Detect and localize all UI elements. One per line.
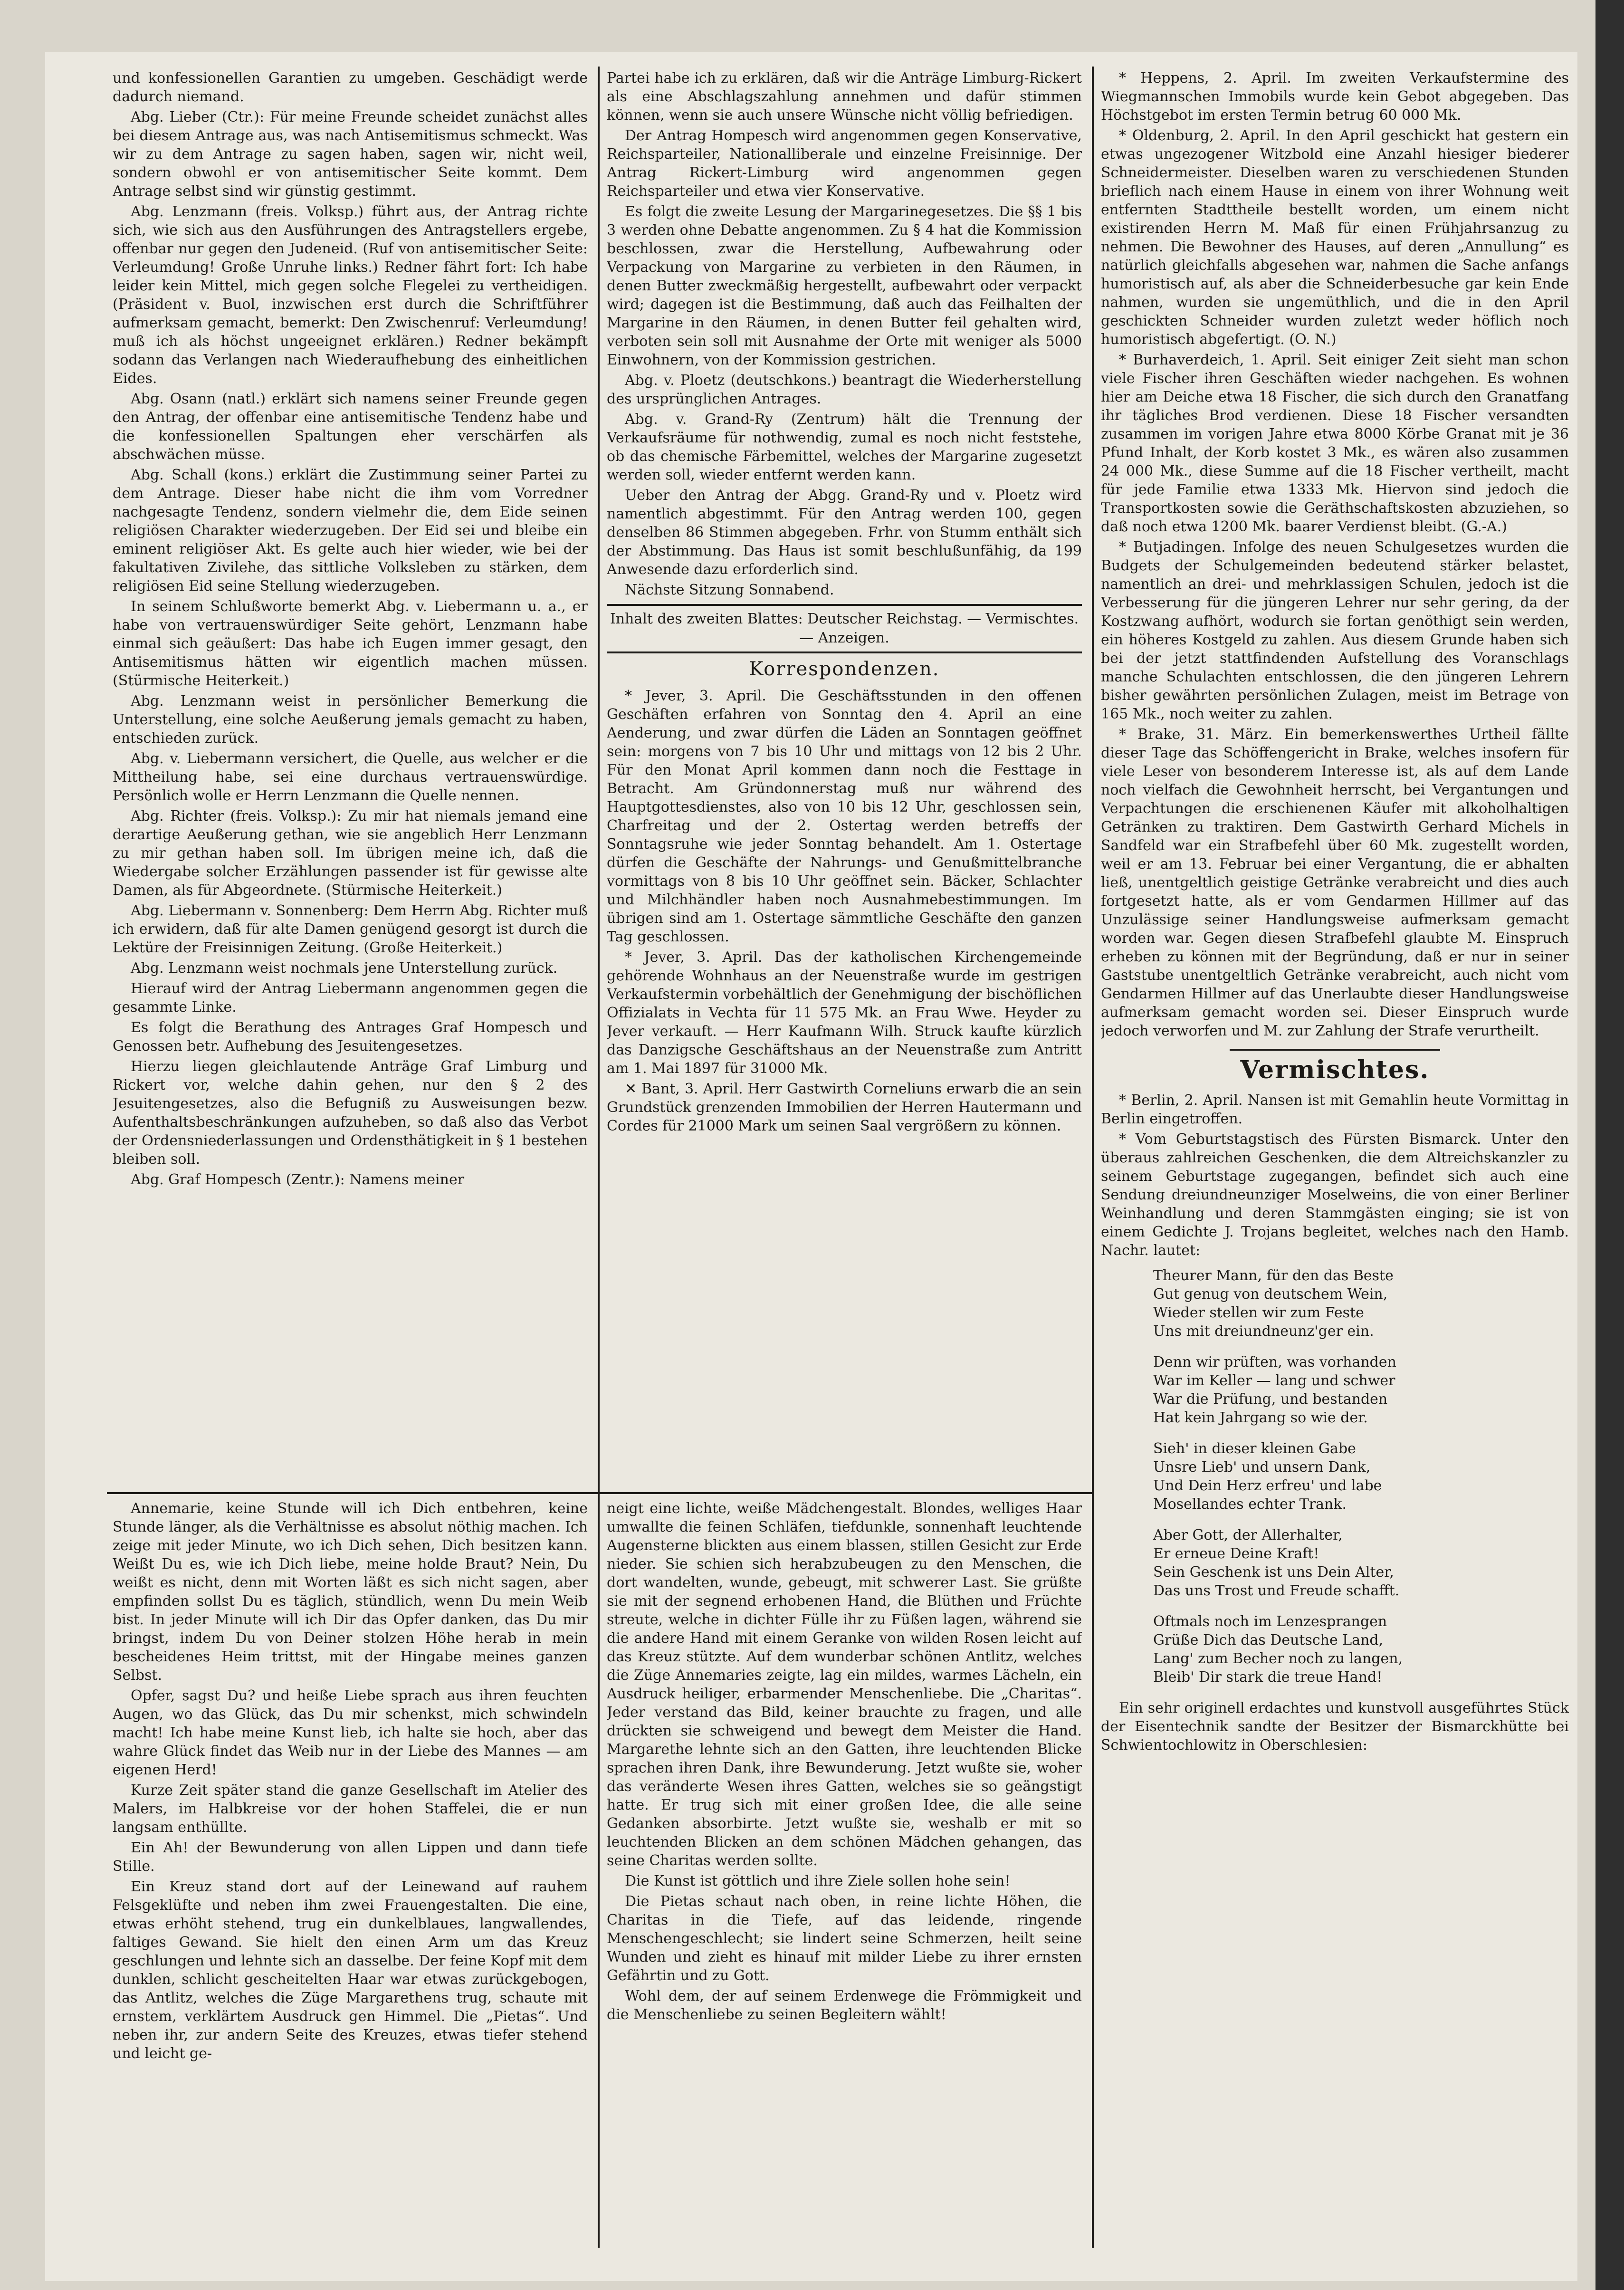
poem-line: Er erneue Deine Kraft! bbox=[1153, 1545, 1319, 1562]
report-paragraph: Abg. Richter (freis. Volksp.): Zu mir hat niemals jemand eine derartige Aeußerung gethan, wie sie angeblich Herr Lenzmann zu mir gethan haben soll. Im übrigen meine ich, daß die Wiedergabe solcher Erzählungen passender ist für gewisse alte Damen, als für Abgeordnete. (Stürmische Heiterkeit.) bbox=[113, 808, 588, 899]
rule-contents-top bbox=[607, 604, 1082, 606]
report-paragraph: Abg. v. Ploetz (deutschkons.) beantragt die Wiederherstellung des ursprünglichen Antrages. bbox=[607, 372, 1082, 407]
poem-line: Grüße Dich das Deutsche Land, bbox=[1153, 1632, 1384, 1648]
heading-vermischtes: Vermischtes. bbox=[1240, 1055, 1430, 1084]
correspondence-paragraph: * Oldenburg, 2. April. In den April geschickt hat gestern ein etwas ungezogener Witzbold eine Anzahl hiesiger biederer Schneidermeister. Dieselben waren zu verschiedenen Stunden brieflich nach einem Hause in einem von ihrer Wohnung weit entfernten Stadttheile bestellt worden, um einem nicht existirenden Herrn M. Maß für einen Frühjahrsanzug zu nehmen. Die Bewohner des Hauses, auf deren „Annullung“ es natürlich gleichfalls abgesehen war, nahmen die Sache anfangs humoristisch auf, als aber die Schneiderbesuche gar kein Ende nahmen, wurden sie ungemüthlich, und die in den April geschickten Schneider wurden zuletzt weder höflich noch humoristisch abgefertigt. (O. N.) bbox=[1101, 127, 1569, 348]
scan-edge bbox=[1595, 0, 1624, 2290]
feuilleton-paragraph: neigt eine lichte, weiße Mädchengestalt. Blondes, welliges Haar umwallte die feinen Schläfen, tiefdunkle, sonnenhaft leuchtende Augensterne blickten aus einem blassen, stillen Gesicht zur Erde nieder. Sie schien sich herabzubeugen zu den Menschen, die dort wandelten, wunde, gebeugt, mit schwerer Last. Sie grüßte sie mit der segnend erhobenen Hand, die Blüthen und Früchte streute, welche in dichter Fülle ihr zu Füßen lagen, während sie die andere Hand mit einem Geranke von wilden Rosen leicht auf das Kreuz stützte. Auf dem wunderbar schönen Antlitz, welches die Züge Annemaries zeigte, lag ein mildes, warmes Lächeln, ein Ausdruck heiliger, erbarmender Menschenliebe. Die „Charitas“. Jeder verstand das Bild, keiner brauchte zu fragen, und alle drückten sie schweigend und bewegt dem Meister die Hand. Margarethe lehnte sich an den Gatten, ihre leuchtenden Blicke sprachen ihren Dank, ihre Bewunderung. Jetzt wußte sie, woher das veränderte Wesen ihres Gatten, welches sie so geängstigt hatte. Er trug sich mit einer großen Idee, die alle seine Gedanken absorbirte. Jetzt wußte sie, weshalb er mit so leuchtenden Blicken an dem schönen Mädchen gehangen, das seine Charitas werden sollte. bbox=[607, 1500, 1082, 1869]
poem-line: Oftmals noch im Lenzesprangen bbox=[1153, 1613, 1387, 1630]
feuilleton-column-1 bbox=[113, 1499, 588, 2274]
poem-line: Sein Geschenk ist uns Dein Alter, bbox=[1153, 1564, 1394, 1581]
feuilleton-paragraph: Kurze Zeit später stand die ganze Gesellschaft im Atelier des Malers, im Halbkreise vor der hohen Staffelei, die er nun langsam enthüllte. bbox=[113, 1782, 588, 1836]
report-paragraph: Hierzu liegen gleichlautende Anträge Graf Limburg und Rickert vor, welche dahin gehen, nur den § 2 des Jesuitengesetzes, also die Befugniß zu Ausweisungen bezw. Aufenthaltsbeschränkungen aufzuheben, so daß also das Verbot der Ordensniederlassungen und Ordensthätigkeit in § 1 bestehen bleiben soll. bbox=[113, 1058, 588, 1168]
poem-line: Das uns Trost und Freude schafft. bbox=[1153, 1582, 1400, 1599]
report-paragraph: Abg. Lenzmann weist in persönlicher Bemerkung die Unterstellung, eine solche Aeußerung jemals gemacht zu haben, entschieden zurück. bbox=[113, 693, 588, 747]
poem-line: War im Keller — lang und schwer bbox=[1153, 1372, 1395, 1389]
feuilleton-paragraph: Ein Kreuz stand dort auf der Leinewand auf rauhem Felsgeklüfte und neben ihm zwei Frauengestalten. Die eine, etwas erhöht stehend, trug ein dunkelblaues, langwallendes, faltiges Gewand. Sie hielt den einen Arm um das Kreuz geschlungen und lehnte sich an dasselbe. Der feine Kopf mit dem dunklen, schlicht gescheitelten Haar war etwas zurückgebogen, das Antlitz, welches die Züge Margarethens trug, schaute mit ernstem, verklärtem Ausdruck gen Himmel. Die „Pietas“. Und neben ihr, zur andern Seite des Kreuzes, etwas tiefer stehend und leicht ge- bbox=[113, 1878, 588, 2062]
feuilleton-paragraph: Ein Ah! der Bewunderung von allen Lippen und dann tiefe Stille. bbox=[113, 1840, 588, 1875]
feuilleton-paragraph: Die Pietas schaut nach oben, in reine lichte Höhen, die Charitas in die Tiefe, auf das leidende, ringende Menschengeschlecht; sie lindert seine Schmerzen, heilt seine Wunden und zieht es hinauf mit milder Liebe zu ihrer ernsten Gefährtin und zu Gott. bbox=[607, 1893, 1082, 1984]
report-paragraph: Hierauf wird der Antrag Liebermann angenommen gegen die gesammte Linke. bbox=[113, 980, 588, 1016]
report-paragraph: Nächste Sitzung Sonnabend. bbox=[625, 582, 834, 598]
poem-stanza bbox=[1153, 1439, 1569, 1514]
poem-line: Theurer Mann, für den das Beste bbox=[1153, 1267, 1394, 1284]
article-bismarckhuette: Ein sehr originell erdachtes und kunstvoll ausgeführtes Stück der Eisentechnik sandte der Besitzer der Bismarckhütte bei Schwientochlowitz in Oberschlesien: bbox=[1101, 1700, 1569, 1753]
heading-korrespondenzen: Korrespondenzen. bbox=[749, 658, 940, 680]
miscellany-paragraph: * Vom Geburtstagstisch des Fürsten Bismarck. Unter den überaus zahlreichen Geschenken, die dem Altreichskanzler zu seinem Geburtstage zugegangen, befindet sich auch eine Sendung dreiundneunziger Moselweins, die von einer Berliner Weinhandlung und deren Stammgästen einging; sie ist von einem Gedichte J. Trojans begleitet, welches nach den Hamb. Nachr. lautet: bbox=[1101, 1131, 1569, 1259]
report-paragraph: Partei habe ich zu erklären, daß wir die Anträge Limburg-Rickert als eine Abschlagszahlung annehmen und dafür stimmen können, wenn sie auch unsere Wünsche nicht völlig befriedigen. bbox=[607, 70, 1082, 124]
rule-contents-bottom bbox=[607, 652, 1082, 653]
report-paragraph: Abg. Graf Hompesch (Zentr.): Namens meiner bbox=[131, 1171, 465, 1188]
column-rule-2 bbox=[1092, 67, 1094, 2248]
poem-line: Lang' zum Becher noch zu langen, bbox=[1153, 1650, 1403, 1667]
report-paragraph: Abg. Schall (kons.) erklärt die Zustimmung seiner Partei zu dem Antrage. Dieser habe nicht die ihm vom Vorredner nachgesagte Tendenz, sondern vielmehr die, dem Eide seinen religiösen Charakter wiederzugeben. Der Eid sei und bleibe ein eminent religiöser Akt. Es gelte auch hier wieder, wie bei der fakultativen Zivilehe, das sittliche Volksleben zu stärken, dem religiösen Eid seine Stellung wiederzugeben. bbox=[113, 467, 588, 594]
poem-stanza bbox=[1153, 1266, 1569, 1341]
feuilleton-paragraph: Wohl dem, der auf seinem Erdenwege die Frömmigkeit und die Menschenliebe zu seinen Begleitern wählt! bbox=[607, 1988, 1082, 2023]
poem-line: Hat kein Jahrgang so wie der. bbox=[1153, 1409, 1368, 1426]
report-paragraph: In seinem Schlußworte bemerkt Abg. v. Liebermann u. a., er habe von vertrauenswürdiger Seite gehört, Lenzmann habe einmal sich geäußert: Das habe ich Eugen immer gesagt, den Antisemitismus hätten wir eigentlich machen müssen. (Stürmische Heiterkeit.) bbox=[113, 598, 588, 689]
feuilleton-paragraph: Die Kunst ist göttlich und ihre Ziele sollen hohe sein! bbox=[625, 1873, 1011, 1889]
poem-line: Mosellandes echter Trank. bbox=[1153, 1496, 1347, 1513]
poem-line: Sieh' in dieser kleinen Gabe bbox=[1153, 1440, 1356, 1457]
report-paragraph: Abg. Lenzmann (freis. Volksp.) führt aus, der Antrag richte sich, wie sich aus den Ausführungen des Antragstellers ergebe, offenbar nur gegen den Judeneid. (Ruf von antisemitischer Seite: Verleumdung! Große Unruhe links.) Redner fährt fort: Ich habe leider kein Mittel, mich gegen solche Flegelei zu vertheidigen. (Präsident v. Buol, inzwischen erst durch die Schriftführer aufmerksam gemacht, bemerkt: Den Zwischenruf: Verleumdung! muß ich als höchst ungeeignet erklären.) Redner bekämpft sodann das Verlangen nach Wiederaufhebung des einheitlichen Eides. bbox=[113, 203, 588, 387]
report-paragraph: und konfessionellen Garantien zu umgeben. Geschädigt werde dadurch niemand. bbox=[113, 70, 588, 105]
report-paragraph: Abg. Liebermann v. Sonnenberg: Dem Herrn Abg. Richter muß ich erwidern, daß für alte Damen genügend gesorgt ist durch die Lektüre der Freisinnigen Zeitung. (Große Heiterkeit.) bbox=[113, 902, 588, 956]
correspondence-paragraph: * Jever, 3. April. Die Geschäftsstunden in den offenen Geschäften erfahren von Sonntag den 4. April an eine Aenderung, und zwar dürfen die Läden an Sonntagen geöffnet sein: morgens von 7 bis 10 Uhr und mittags von 12 bis 2 Uhr. Für den Monat April kommen dann noch die Festtage in Betracht. Am Gründonnerstag muß nur während des Hauptgottesdienstes, also von 10 bis 12 Uhr, geschlossen sein, Charfreitag und der 2. Ostertag werden betreffs der Sonntagsruhe wie jeder Sonntag behandelt. Am 1. Ostertage dürfen die Geschäfte der Nahrungs- und Genußmittelbranche vormittags von 8 bis 10 Uhr geöffnet sein. Bäcker, Schlachter und Milchhändler haben noch Ausnahmebestimmungen. Im übrigen sind am 1. Ostertage sämmtliche Geschäfte den ganzen Tag geschlossen. bbox=[607, 688, 1082, 945]
report-paragraph: Es folgt die Berathung des Antrages Graf Hompesch und Genossen betr. Aufhebung des Jesuitengesetzes. bbox=[113, 1019, 588, 1054]
report-paragraph: Abg. Lenzmann weist nochmals jene Unterstellung zurück. bbox=[131, 960, 558, 977]
report-paragraph: Abg. Osann (natl.) erklärt sich namens seiner Freunde gegen den Antrag, der offenbar eine antisemitische Tendenz habe und die konfessionellen Spaltungen eher verschärfen als abschwächen müsse. bbox=[113, 391, 588, 463]
feuilleton-paragraph: Annemarie, keine Stunde will ich Dich entbehren, keine Stunde länger, als die Verhältnisse es absolut nöthig machen. Ich zeige mit jeder Minute, wo ich Dich sehen, Dich besitzen kann. Weißt Du es, wie ich Dich liebe, meine holde Braut? Nein, Du weißt es nicht, denn mit Worten läßt es sich nicht sagen, aber empfinden sollst Du es täglich, stündlich, wenn Du mein Weib bist. In jeder Minute will ich Dir das Opfer danken, das Du mir bringst, indem Du von Deiner stolzen Höhe herab in mein bescheidenes Heim trittst, mit der Hingabe meines ganzen Selbst. bbox=[113, 1500, 588, 1684]
poem-stanza bbox=[1153, 1526, 1569, 1600]
feuilleton-paragraph: Opfer, sagst Du? und heiße Liebe sprach aus ihren feuchten Augen, wo das Glück, das Du mir schenkst, mich schwindeln macht! Ich habe meine Kunst lieb, ich halte sie hoch, aber das wahre Glück findet das Weib nur in der Liebe des Mannes — am eigenen Herd! bbox=[113, 1687, 588, 1778]
poem-line: Denn wir prüften, was vorhanden bbox=[1153, 1354, 1396, 1370]
correspondence-paragraph: * Burhaverdeich, 1. April. Seit einiger Zeit sieht man schon viele Fischer ihren Geschäften wieder nachgehen. Es wohnen hier am Deiche etwa 18 Fischer, die sich durch den Granatfang ihr tägliches Brod verdienen. Diese 18 Fischer versandten zusammen im vorigen Jahre etwa 8000 Körbe Granat mit je 36 Pfund Inhalt, der Korb kostet 3 Mk., es wären also zusammen 24 000 Mk., diese Summe auf die 18 Fischer vertheilt, macht für jede Familie etwa 1333 Mk. Hiervon sind jedoch die Transportkosten sowie die Geräthschaftskosten abzuziehen, so daß noch etwa 1200 Mk. baarer Verdienst bleibt. (G.-A.) bbox=[1101, 352, 1569, 535]
column-3 bbox=[1101, 69, 1569, 2279]
feuilleton-rule bbox=[107, 1492, 1093, 1494]
poem-line: Wieder stellen wir zum Feste bbox=[1153, 1304, 1364, 1321]
report-paragraph: Der Antrag Hompesch wird angenommen gegen Konservative, Reichsparteiler, Nationalliberale und einzelne Freisinnige. Der Antrag Rickert-Limburg wird angenommen gegen Reichsparteiler und etwa vier Konservative. bbox=[607, 127, 1082, 200]
report-paragraph: Abg. v. Grand-Ry (Zentrum) hält die Trennung der Verkaufsräume für nothwendig, zumal es noch nicht feststehe, ob das chemische Färbemittel, welches der Margarine zugesetzt werden soll, wieder entfernt werden kann. bbox=[607, 411, 1082, 483]
poem-stanza bbox=[1153, 1353, 1569, 1427]
report-paragraph: Ueber den Antrag der Abgg. Grand-Ry und v. Ploetz wird namentlich abgestimmt. Für den Antrag werden 100, gegen denselben 86 Stimmen abgegeben. Frhr. von Stumm enthält sich der Abstimmung. Das Haus ist somit beschlußunfähig, da 199 Anwesende dazu erforderlich sind. bbox=[607, 487, 1082, 578]
poem-line: Uns mit dreiundneunz'ger ein. bbox=[1153, 1323, 1374, 1340]
report-paragraph: Abg. v. Liebermann versichert, die Quelle, aus welcher er die Mittheilung habe, sei eine durchaus vertrauenswürdige. Persönlich wolle er Herrn Lenzmann die Quelle nennen. bbox=[113, 750, 588, 804]
poem-line: Und Dein Herz erfreu' und labe bbox=[1153, 1477, 1382, 1494]
poem-stanza bbox=[1153, 1612, 1569, 1686]
column-2 bbox=[607, 69, 1082, 1485]
contents-second-sheet: Inhalt des zweiten Blattes: Deutscher Reichstag. — Vermischtes. — Anzeigen. bbox=[610, 611, 1079, 646]
column-1-reichstag-report bbox=[113, 69, 588, 1485]
poem-line: Aber Gott, der Allerhalter, bbox=[1153, 1527, 1343, 1543]
correspondence-paragraph: * Jever, 3. April. Das der katholischen Kirchengemeinde gehörende Wohnhaus an der Neuenstraße wurde im gestrigen Verkaufstermin vorbehältlich der Genehmigung der bischöflichen Offizialats in Vechta für 11 575 Mk. an Frau Wwe. Heyder zu Jever verkauft. — Herr Kaufmann Wilh. Struck kaufte kürzlich das Danzigsche Geschäftshaus an der Neuenstraße zum Antritt am 1. Mai 1897 für 31000 Mk. bbox=[607, 949, 1082, 1077]
column-rule-1 bbox=[598, 67, 600, 2248]
correspondence-paragraph: ✕ Bant, 3. April. Herr Gastwirth Corneliuns erwarb die an sein Grundstück grenzenden Immobilien der Herren Hautermann und Cordes für 21000 Mark um seinen Saal vergrößern zu können. bbox=[607, 1081, 1082, 1134]
miscellany-paragraph: * Berlin, 2. April. Nansen ist mit Gemahlin heute Vormittag in Berlin eingetroffen. bbox=[1101, 1092, 1569, 1127]
rule-vermischtes bbox=[1230, 1049, 1440, 1051]
feuilleton-column-2 bbox=[607, 1499, 1082, 2274]
report-paragraph: Abg. Lieber (Ctr.): Für meine Freunde scheidet zunächst alles bei diesem Antrage aus, was nach Antisemitismus schmeckt. Was wir zu dem Antrage zu sagen haben, sagen wir, nicht weil, sondern obwohl er von antisemitischer Seite kommt. Dem Antrage selbst sind wir günstig gestimmt. bbox=[113, 109, 588, 200]
poem-line: Gut genug von deutschem Wein, bbox=[1153, 1286, 1388, 1303]
newspaper-page bbox=[45, 52, 1577, 2281]
bismarck-poem bbox=[1101, 1266, 1569, 1686]
poem-line: War die Prüfung, und bestanden bbox=[1153, 1391, 1388, 1408]
report-paragraph: Es folgt die zweite Lesung der Margarinegesetzes. Die §§ 1 bis 3 werden ohne Debatte angenommen. Zu § 4 hat die Kommission beschlossen, zwar die Herstellung, Aufbewahrung oder Verpackung von Margarine zu verbieten in den Räumen, in denen Butter zweckmäßig hergestellt, aufbewahrt oder verpackt wird; dagegen ist die Bestimmung, daß auch das Feilhalten der Margarine in den Räumen, in denen Butter feil gehalten wird, verboten sein soll mit Ausnahme der Orte mit weniger als 5000 Einwohnern, von der Kommission gestrichen. bbox=[607, 203, 1082, 368]
poem-line: Unsre Lieb' und unsern Dank, bbox=[1153, 1459, 1371, 1476]
correspondence-paragraph: * Heppens, 2. April. Im zweiten Verkaufstermine des Wiegmannschen Immobils wurde kein Gebot abgegeben. Das Höchstgebot im ersten Termin betrug 60 000 Mk. bbox=[1101, 70, 1569, 124]
poem-line: Bleib' Dir stark die treue Hand! bbox=[1153, 1669, 1383, 1686]
correspondence-paragraph: * Brake, 31. März. Ein bemerkenswerthes Urtheil fällte dieser Tage das Schöffengericht in Brake, welches insofern für viele Leser von besonderem Interesse ist, als auf dem Lande noch vielfach die Gewohnheit herrscht, bei Vergantungen und Verpachtungen die erschienenen Käufer mit alkoholhaltigen Getränken zu traktiren. Dem Gastwirth Gerhard Michels in Sandfeld war ein Strafbefehl über 60 Mk. zugestellt worden, weil er am 13. Februar bei einer Vergantung, die er abhalten ließ, unentgeltlich geistige Getränke verabreicht und dies auch fortgesetzt hatte, als er vom Gendarmen Hillmer auf das Unzulässige seiner Handlungsweise aufmerksam gemacht worden war. Gegen diesen Strafbefehl glaubte M. Einspruch erheben zu können mit der Begründung, daß er nur in seiner Gaststube unentgeltlich Getränke verabreicht, auch nicht vom Gendarmen Hillmer auf das Unerlaubte dieser Handlungsweise aufmerksam gemacht worden sei. Dieser Einspruch wurde jedoch verworfen und M. zur Zahlung der Strafe verurtheilt. bbox=[1101, 726, 1569, 1039]
correspondence-paragraph: * Butjadingen. Infolge des neuen Schulgesetzes wurden die Budgets der Schulgemeinden bedeutend stärker belastet, namentlich an drei- und mehrklassigen Schulen, jedoch ist die Verbesserung für die jüngeren Lehrer nur sehr gering, da der Kostzwang aufhört, wodurch sie fortan genöthigt sein werden, ein höheres Kostgeld zu zahlen. Aus diesem Grunde haben sich bei der jetzt stattfindenden Aufstellung des Voranschlags manche Schulachten entschlossen, die den jüngeren Lehrern bisher gewährten persönlichen Zulagen, meist im Betrage von 165 Mk., noch weiter zu zahlen. bbox=[1101, 539, 1569, 722]
